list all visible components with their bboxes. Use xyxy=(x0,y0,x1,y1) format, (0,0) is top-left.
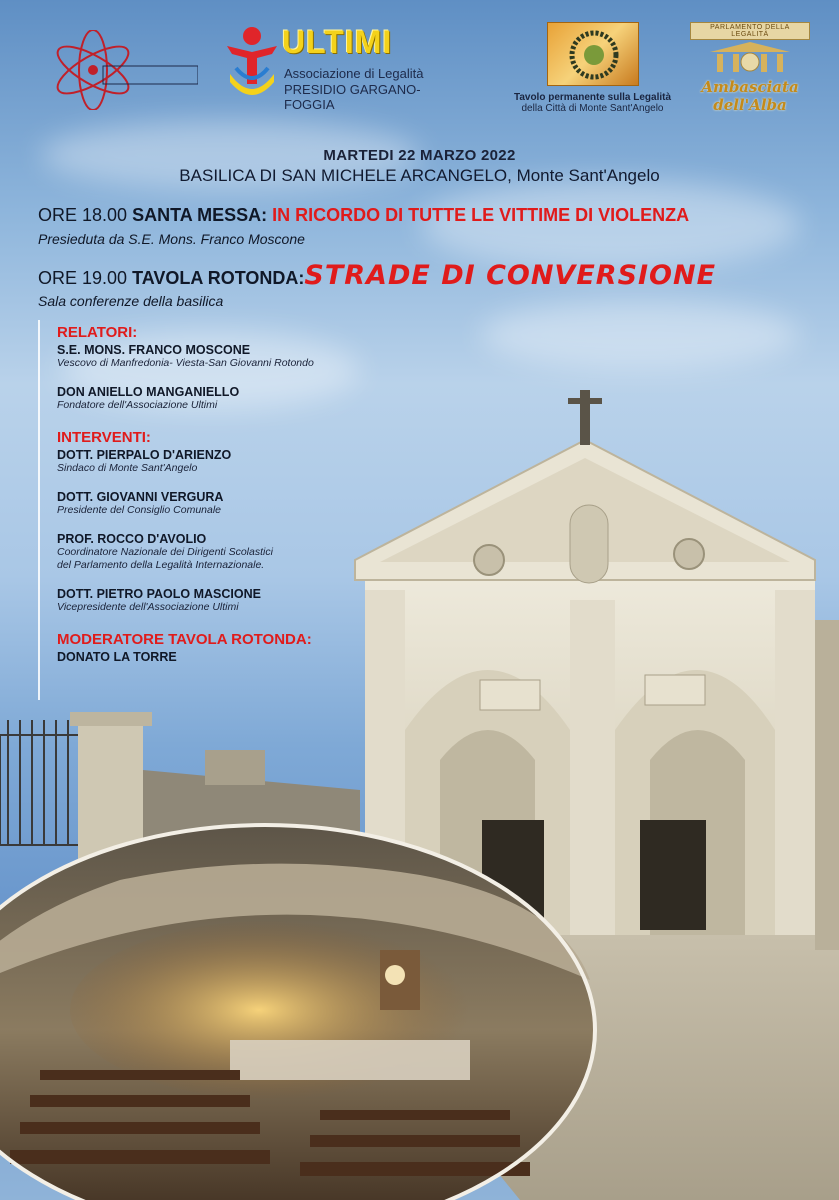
speaker-role-continued: del Parlamento della Legalità Internazionale. xyxy=(57,559,265,571)
speaker-role: Coordinatore Nazionale dei Dirigenti Scolastici xyxy=(57,546,273,558)
relatori-title: RELATORI: xyxy=(57,324,138,341)
tavolo-title: Tavolo permanente sulla Legalità xyxy=(513,92,672,103)
moderator-name: DONATO LA TORRE xyxy=(57,650,177,664)
tavolo-legalita-logo xyxy=(505,22,680,122)
round-table-title: STRADE DI CONVERSIONE xyxy=(304,260,717,291)
speaker-name: S.E. MONS. FRANCO MOSCONE xyxy=(57,343,251,357)
atom-logo xyxy=(48,30,198,110)
event-venue: BASILICA DI SAN MICHELE ARCANGELO, Monte Sant'Angelo xyxy=(179,166,660,185)
speaker-name: DOTT. PIETRO PAOLO MASCIONE xyxy=(57,587,261,601)
speaker-role: Sindaco di Monte Sant'Angelo xyxy=(57,462,198,474)
ultimi-wordmark: ULTIMI xyxy=(282,24,393,60)
tavolo-city: della Città di Monte Sant'Angelo xyxy=(521,103,664,114)
round-table-time: ORE 19.00 xyxy=(38,268,128,288)
ambasciata-script: Ambasciata dell'Alba xyxy=(701,78,799,114)
mass-label: SANTA MESSA: xyxy=(132,205,268,225)
round-table-label: TAVOLA ROTONDA: xyxy=(132,268,305,288)
speaker-name: DOTT. PIERPALO D'ARIENZO xyxy=(57,448,232,462)
interventi-title: INTERVENTI: xyxy=(57,429,151,446)
speaker-name: PROF. ROCCO D'AVOLIO xyxy=(57,532,207,546)
atom-icon xyxy=(48,30,198,110)
speaker-role: Vescovo di Manfredonia- Viesta-San Giovanni Rotondo xyxy=(57,357,314,369)
speaker-name: DOTT. GIOVANNI VERGURA xyxy=(57,490,224,504)
ambasciata-band: PARLAMENTO DELLA LEGALITÀ xyxy=(690,22,810,40)
ultimi-logo xyxy=(222,20,452,110)
speaker-name: DON ANIELLO MANGANIELLO xyxy=(57,385,240,399)
ambasciata-logo xyxy=(690,22,810,114)
mass-presided: Presieduta da S.E. Mons. Franco Moscone xyxy=(38,231,305,247)
temple-icon xyxy=(705,40,795,74)
speaker-role: Presidente del Consiglio Comunale xyxy=(57,504,222,516)
crown-of-thorns-icon xyxy=(547,22,639,86)
ultimi-subtitle: Associazione di Legalità xyxy=(284,66,424,81)
mass-title: IN RICORDO DI TUTTE LE VITTIME DI VIOLENZA xyxy=(272,205,690,225)
round-table-location: Sala conferenze della basilica xyxy=(38,293,224,309)
program-list xyxy=(38,320,368,700)
speaker-role: Vicepresidente dell'Associazione Ultimi xyxy=(57,601,239,613)
moderator-title: MODERATORE TAVOLA ROTONDA: xyxy=(57,631,312,648)
mass-time: ORE 18.00 xyxy=(38,205,128,225)
round-table-line xyxy=(38,260,716,291)
mass-line xyxy=(38,205,689,226)
ultimi-figure-icon xyxy=(222,24,282,104)
logo-bar xyxy=(0,0,839,140)
event-date: MARTEDI 22 MARZO 2022 xyxy=(323,147,516,164)
speaker-role: Fondatore dell'Associazione Ultimi xyxy=(57,399,218,411)
ultimi-presidio: PRESIDIO GARGANO-FOGGIA xyxy=(284,82,421,112)
